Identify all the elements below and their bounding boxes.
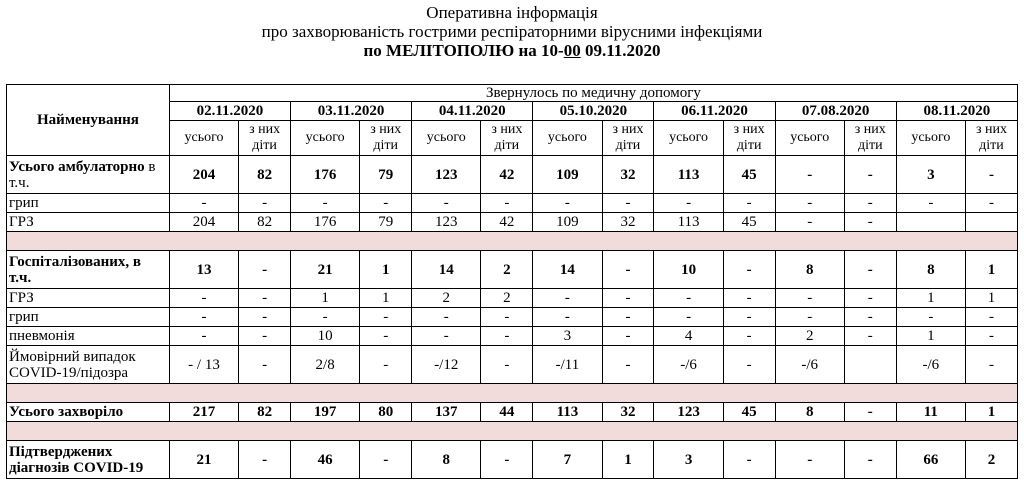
row-value: -/6 <box>654 346 723 384</box>
row-value: 1 <box>360 251 412 289</box>
row-value: 109 <box>533 213 602 232</box>
row-value: 11 <box>896 403 965 422</box>
row-value: - <box>965 327 1017 346</box>
row-value: - <box>775 308 844 327</box>
table-row <box>7 289 1018 308</box>
row-value: - <box>775 289 844 308</box>
row-value: - <box>844 308 896 327</box>
table-row <box>7 213 1018 232</box>
row-value: 8 <box>412 441 481 479</box>
row-value: - <box>844 213 896 232</box>
row-name-text: Ймовірний випадок COVID-19/підозра <box>9 348 136 381</box>
row-value: 13 <box>169 251 238 289</box>
header-date: 02.11.2020 <box>169 102 290 121</box>
report-table <box>6 84 1018 479</box>
row-value: - <box>239 327 291 346</box>
row-value: - <box>965 346 1017 384</box>
row-value: 204 <box>169 156 238 194</box>
row-name-bold: Усього захворіло <box>9 404 124 420</box>
row-value: - <box>239 251 291 289</box>
row-value: - <box>239 308 291 327</box>
table-row <box>7 327 1018 346</box>
row-value: 176 <box>291 213 360 232</box>
row-value: - <box>602 308 654 327</box>
row-value: - <box>239 289 291 308</box>
row-value: 21 <box>169 441 238 479</box>
row-value: - <box>844 289 896 308</box>
row-value: - <box>291 308 360 327</box>
separator-row <box>7 384 1018 403</box>
row-value: 42 <box>481 213 533 232</box>
row-value: 113 <box>654 213 723 232</box>
row-value: - <box>775 441 844 479</box>
row-value: - <box>481 441 533 479</box>
separator-cell <box>7 384 1018 403</box>
row-name-text: грип <box>9 195 39 211</box>
row-value: 14 <box>533 251 602 289</box>
row-value: - <box>239 441 291 479</box>
header-children: з них діти <box>723 121 775 156</box>
row-value: 2 <box>775 327 844 346</box>
row-value: 1 <box>896 289 965 308</box>
header-children: з них діти <box>360 121 412 156</box>
row-value: - <box>844 327 896 346</box>
table-row <box>7 308 1018 327</box>
row-value: - <box>723 289 775 308</box>
row-value: 79 <box>360 156 412 194</box>
title-line-3-underlined: 00 <box>563 41 581 60</box>
row-value: - <box>602 289 654 308</box>
row-value: - <box>169 308 238 327</box>
row-value: - <box>723 194 775 213</box>
row-value: - <box>844 156 896 194</box>
row-value: 2 <box>481 289 533 308</box>
separator-cell <box>7 232 1018 251</box>
row-value: 197 <box>291 403 360 422</box>
row-value: -/12 <box>412 346 481 384</box>
row-value: 217 <box>169 403 238 422</box>
row-value: 10 <box>654 251 723 289</box>
row-name <box>7 251 170 289</box>
separator-cell <box>7 422 1018 441</box>
row-value: -/6 <box>896 346 965 384</box>
row-value: 80 <box>360 403 412 422</box>
header-children: з них діти <box>481 121 533 156</box>
row-value: - <box>481 346 533 384</box>
row-value: - / 13 <box>169 346 238 384</box>
row-value: 8 <box>775 403 844 422</box>
row-name-bold: Госпіталізованих, в т.ч. <box>9 253 142 286</box>
row-value: 1 <box>896 327 965 346</box>
row-value: 42 <box>481 156 533 194</box>
row-value: 44 <box>481 403 533 422</box>
row-value <box>965 213 1017 232</box>
table-row <box>7 403 1018 422</box>
row-value: 32 <box>602 156 654 194</box>
table-row <box>7 194 1018 213</box>
row-value: - <box>481 194 533 213</box>
row-value: - <box>602 327 654 346</box>
row-value: - <box>412 194 481 213</box>
row-value: - <box>412 327 481 346</box>
row-name-text: ГРЗ <box>9 290 34 306</box>
header-date: 05.10.2020 <box>533 102 654 121</box>
row-value: - <box>602 251 654 289</box>
row-value: - <box>896 308 965 327</box>
row-value: - <box>360 194 412 213</box>
title-line-3-prefix: по МЕЛІТОПОЛЮ на 10- <box>363 41 564 60</box>
row-name-text: пневмонія <box>9 328 75 344</box>
row-value: - <box>360 441 412 479</box>
row-value: - <box>723 308 775 327</box>
row-value: 45 <box>723 156 775 194</box>
row-value: - <box>723 327 775 346</box>
row-value: - <box>965 308 1017 327</box>
row-value: 1 <box>965 251 1017 289</box>
header-date: 03.11.2020 <box>291 102 412 121</box>
row-value: 45 <box>723 213 775 232</box>
row-value: - <box>965 156 1017 194</box>
row-value: - <box>291 194 360 213</box>
header-children: з них діти <box>602 121 654 156</box>
row-value: 32 <box>602 213 654 232</box>
row-value: - <box>965 194 1017 213</box>
row-value: - <box>896 194 965 213</box>
row-value: -/11 <box>533 346 602 384</box>
row-value: - <box>239 346 291 384</box>
row-value: 176 <box>291 156 360 194</box>
header-children: з них діти <box>965 121 1017 156</box>
row-value: 2 <box>481 251 533 289</box>
row-value: - <box>654 289 723 308</box>
row-value: 3 <box>533 327 602 346</box>
row-value: 1 <box>291 289 360 308</box>
row-value: - <box>844 194 896 213</box>
row-value: 123 <box>654 403 723 422</box>
table-row <box>7 156 1018 194</box>
row-value: 4 <box>654 327 723 346</box>
row-value: 32 <box>602 403 654 422</box>
header-total: усього <box>291 121 360 156</box>
row-value: 3 <box>654 441 723 479</box>
row-name-text: в т.ч. <box>9 158 156 191</box>
row-name-bold: Усього амбулаторно <box>9 158 145 175</box>
row-value: 3 <box>896 156 965 194</box>
row-value: 45 <box>723 403 775 422</box>
row-value: - <box>654 194 723 213</box>
row-value: 113 <box>533 403 602 422</box>
table-row <box>7 441 1018 479</box>
row-value: 10 <box>291 327 360 346</box>
row-value: - <box>481 327 533 346</box>
separator-row <box>7 232 1018 251</box>
header-total: усього <box>896 121 965 156</box>
row-value: 204 <box>169 213 238 232</box>
header-name: Найменування <box>7 85 170 156</box>
row-value: - <box>723 346 775 384</box>
header-date: 07.08.2020 <box>775 102 896 121</box>
row-value: 2/8 <box>291 346 360 384</box>
row-name <box>7 308 170 327</box>
row-value: 82 <box>239 403 291 422</box>
row-value: 137 <box>412 403 481 422</box>
row-name <box>7 156 170 194</box>
row-value: - <box>412 308 481 327</box>
header-total: усього <box>412 121 481 156</box>
row-value: 113 <box>654 156 723 194</box>
row-name-bold: Підтверджених діагнозів COVID-19 <box>9 443 144 476</box>
row-value: 14 <box>412 251 481 289</box>
row-value <box>844 346 896 384</box>
row-value: 8 <box>775 251 844 289</box>
row-value: - <box>169 194 238 213</box>
row-value: - <box>360 346 412 384</box>
row-value: - <box>360 327 412 346</box>
table-row <box>7 346 1018 384</box>
row-value: - <box>844 251 896 289</box>
row-name <box>7 441 170 479</box>
row-value: 66 <box>896 441 965 479</box>
row-value: 21 <box>291 251 360 289</box>
row-name <box>7 346 170 384</box>
header-date: 06.11.2020 <box>654 102 775 121</box>
row-value: - <box>481 308 533 327</box>
title-line-2: про захворюваність гострими респіраторними вірусними інфекціями <box>261 22 763 41</box>
row-value: 123 <box>412 156 481 194</box>
row-value: - <box>775 156 844 194</box>
header-children: з них діти <box>239 121 291 156</box>
row-value: 2 <box>965 441 1017 479</box>
separator-row <box>7 422 1018 441</box>
row-value: - <box>844 441 896 479</box>
row-value: - <box>654 308 723 327</box>
row-value: 7 <box>533 441 602 479</box>
row-name <box>7 289 170 308</box>
row-value: 1 <box>360 289 412 308</box>
row-value: 79 <box>360 213 412 232</box>
row-value <box>896 213 965 232</box>
row-value: - <box>723 441 775 479</box>
row-value: - <box>169 327 238 346</box>
header-total: усього <box>654 121 723 156</box>
row-value: 8 <box>896 251 965 289</box>
header-children: з них діти <box>844 121 896 156</box>
row-value: 46 <box>291 441 360 479</box>
row-name <box>7 194 170 213</box>
header-date: 08.11.2020 <box>896 102 1017 121</box>
table-body <box>7 156 1018 479</box>
table-header <box>7 85 1018 156</box>
row-name <box>7 403 170 422</box>
row-value: - <box>360 308 412 327</box>
report-title <box>0 0 1024 60</box>
row-value: - <box>723 251 775 289</box>
row-name <box>7 327 170 346</box>
row-value: 109 <box>533 156 602 194</box>
row-value: - <box>602 346 654 384</box>
row-value: 82 <box>239 213 291 232</box>
row-value: 123 <box>412 213 481 232</box>
header-group: Звернулось по медичну допомогу <box>169 85 1017 102</box>
row-value: -/6 <box>775 346 844 384</box>
row-value: 1 <box>602 441 654 479</box>
row-value: - <box>533 194 602 213</box>
row-name-text: ГРЗ <box>9 214 34 230</box>
row-value: - <box>533 308 602 327</box>
row-value: - <box>533 289 602 308</box>
title-line-3 <box>0 41 1024 60</box>
header-date: 04.11.2020 <box>412 102 533 121</box>
row-value: 1 <box>965 289 1017 308</box>
row-value: - <box>775 213 844 232</box>
row-name <box>7 213 170 232</box>
header-total: усього <box>169 121 238 156</box>
row-value: 1 <box>965 403 1017 422</box>
header-total: усього <box>533 121 602 156</box>
row-value: - <box>239 194 291 213</box>
row-name-text: грип <box>9 309 39 325</box>
header-total: усього <box>775 121 844 156</box>
row-value: 2 <box>412 289 481 308</box>
table-row <box>7 251 1018 289</box>
title-line-1: Оперативна інформація <box>426 3 598 22</box>
row-value: - <box>775 194 844 213</box>
row-value: - <box>844 403 896 422</box>
row-value: - <box>169 289 238 308</box>
title-line-3-date: 09.11.2020 <box>580 41 661 60</box>
row-value: - <box>602 194 654 213</box>
row-value: 82 <box>239 156 291 194</box>
